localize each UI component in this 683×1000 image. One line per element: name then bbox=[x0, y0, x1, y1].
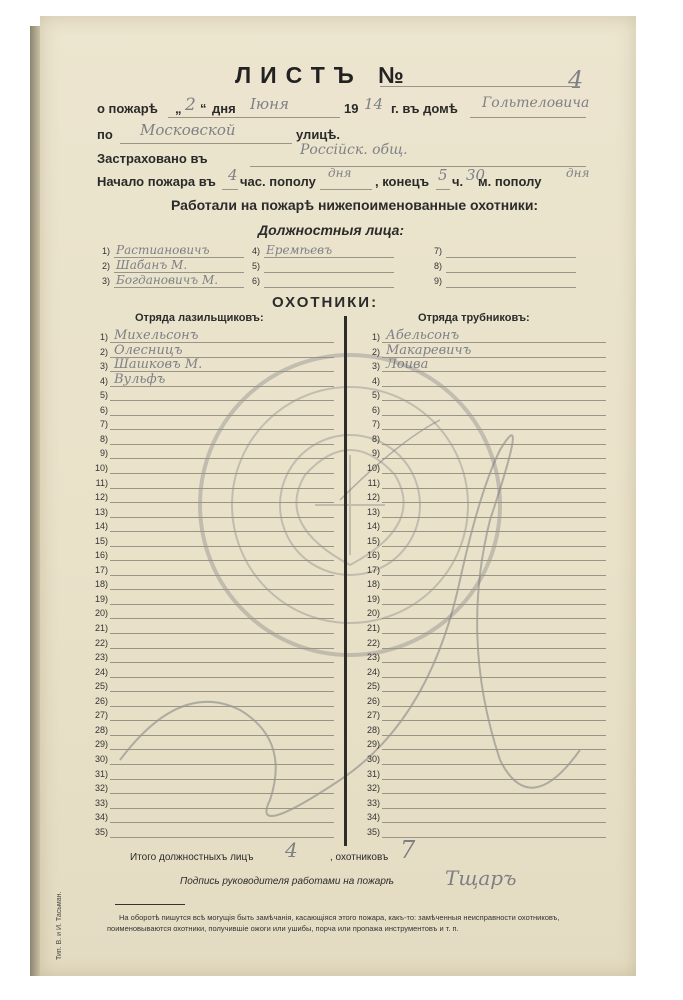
official-number: 4) bbox=[251, 246, 260, 256]
right-hunter-number: 17) bbox=[366, 564, 380, 575]
right-hunter-number: 9) bbox=[371, 448, 380, 459]
officials-title: Должностныя лица: bbox=[258, 222, 405, 238]
right-hunter-number: 35) bbox=[366, 826, 380, 837]
hunters-total-label: , охотниковъ bbox=[330, 852, 389, 863]
officials-count: 4 bbox=[285, 838, 298, 862]
left-hunter-number: 30) bbox=[94, 753, 108, 764]
right-hunter-number: 28) bbox=[366, 724, 380, 735]
end-hour-label: ч. bbox=[452, 174, 464, 189]
left-hunter-number: 16) bbox=[94, 550, 108, 561]
hunters-count: 7 bbox=[400, 836, 416, 864]
left-hunter-number: 22) bbox=[94, 637, 108, 648]
house-owner: Гольтеловича bbox=[482, 95, 590, 111]
left-hunter-number: 7) bbox=[99, 419, 108, 430]
right-hunter-name: Лоива bbox=[386, 357, 429, 373]
right-squad-title: Отряда трубниковъ: bbox=[418, 312, 530, 324]
official-name: Шабанъ М. bbox=[116, 258, 188, 272]
right-hunter-number: 13) bbox=[366, 506, 380, 517]
official-name: Еремѣевъ bbox=[266, 243, 333, 257]
min-label: м. пополу bbox=[478, 174, 542, 189]
hunters-title: ОХОТНИКИ: bbox=[272, 294, 379, 311]
section-title: Работали на пожарѣ нижепоименованные охотники: bbox=[171, 197, 539, 213]
insured-label: Застраховано въ bbox=[97, 151, 208, 166]
left-hunter-number: 13) bbox=[94, 506, 108, 517]
insurer-name: Россійск. общ. bbox=[300, 142, 408, 158]
pencil-scribble bbox=[100, 380, 600, 850]
supervisor-signature: Тщаръ bbox=[445, 866, 517, 890]
right-hunter-number: 31) bbox=[366, 768, 380, 779]
start-hour: 4 bbox=[228, 166, 238, 184]
right-hunter-name: Абельсонъ bbox=[386, 328, 460, 343]
right-hunter-number: 34) bbox=[366, 812, 380, 823]
right-hunter-number: 16) bbox=[366, 550, 380, 561]
official-number: 9) bbox=[433, 276, 442, 286]
left-hunter-number: 10) bbox=[94, 462, 108, 473]
right-hunter-number: 32) bbox=[366, 783, 380, 794]
street-label: улицѣ. bbox=[296, 127, 341, 142]
footer-note: На оборотѣ пишутся всѣ могущія быть замѣчанія, касающіяся этого пожара, какъ-то: замѣченныя неисправности охотниковъ, поименовываются охотники, получившіе ожоги или ушибы, порча или пропажа инструментовъ и т. п. bbox=[107, 913, 560, 933]
end-half: дня bbox=[566, 166, 590, 180]
left-hunter-number: 18) bbox=[94, 579, 108, 590]
right-hunter-number: 14) bbox=[366, 521, 380, 532]
left-hunter-number: 24) bbox=[94, 666, 108, 677]
fire-month: Іюня bbox=[250, 95, 289, 113]
left-hunter-number: 25) bbox=[94, 681, 108, 692]
street-prep: по bbox=[97, 127, 113, 142]
street-name: Московской bbox=[140, 121, 236, 139]
left-hunter-number: 2) bbox=[99, 346, 108, 357]
left-hunter-number: 29) bbox=[94, 739, 108, 750]
house-label: г. въ домѣ bbox=[391, 101, 458, 116]
left-hunter-number: 15) bbox=[94, 535, 108, 546]
left-hunter-number: 8) bbox=[99, 433, 108, 444]
left-hunter-number: 20) bbox=[94, 608, 108, 619]
end-hour: 5 bbox=[438, 166, 448, 184]
year-prefix: 19 bbox=[344, 101, 359, 116]
official-number: 8) bbox=[433, 261, 442, 271]
right-hunter-number: 4) bbox=[371, 375, 380, 386]
left-hunter-number: 17) bbox=[94, 564, 108, 575]
end-label: , конецъ bbox=[375, 174, 430, 189]
right-hunter-number: 19) bbox=[366, 593, 380, 604]
left-hunter-name: Михельсонъ bbox=[114, 328, 199, 343]
left-hunter-number: 19) bbox=[94, 593, 108, 604]
left-hunter-number: 23) bbox=[94, 652, 108, 663]
fire-year: 14 bbox=[364, 95, 384, 113]
start-label: Начало пожара въ bbox=[97, 174, 216, 189]
fire-label: о пожарѣ bbox=[97, 101, 158, 116]
right-hunter-number: 6) bbox=[371, 404, 380, 415]
left-hunter-number: 34) bbox=[94, 812, 108, 823]
left-hunter-name: Шашковъ М. bbox=[114, 357, 203, 373]
left-hunter-number: 35) bbox=[94, 826, 108, 837]
right-hunter-number: 1) bbox=[371, 332, 380, 342]
sheet-number: 4 bbox=[568, 66, 584, 94]
official-number: 6) bbox=[251, 276, 260, 286]
left-hunter-number: 31) bbox=[94, 768, 108, 779]
official-number: 5) bbox=[251, 261, 260, 271]
right-hunter-number: 2) bbox=[371, 346, 380, 357]
left-hunter-number: 28) bbox=[94, 724, 108, 735]
fire-day: 2 bbox=[185, 95, 196, 115]
paper-edge bbox=[30, 26, 40, 976]
left-squad-title: Отряда лазильщиковъ: bbox=[135, 312, 264, 324]
left-hunter-number: 6) bbox=[99, 404, 108, 415]
totals-label: Итого должностныхъ лицъ bbox=[130, 852, 254, 863]
left-hunter-number: 26) bbox=[94, 695, 108, 706]
signature-label: Подпись руководителя работами на пожарѣ bbox=[180, 876, 394, 887]
left-hunter-number: 33) bbox=[94, 797, 108, 808]
left-hunter-number: 12) bbox=[94, 492, 108, 503]
right-hunter-number: 30) bbox=[366, 753, 380, 764]
right-hunter-number: 23) bbox=[366, 652, 380, 663]
sheet-title: ЛИСТЪ № bbox=[235, 62, 413, 88]
left-hunter-name: Вульфъ bbox=[114, 371, 166, 387]
printer-imprint: Тип. В. и И. Тасьман. bbox=[56, 891, 63, 960]
left-hunter-number: 5) bbox=[99, 390, 108, 401]
right-hunter-number: 10) bbox=[366, 462, 380, 473]
column-divider bbox=[344, 316, 347, 846]
right-hunter-number: 5) bbox=[371, 390, 380, 401]
right-hunter-number: 15) bbox=[366, 535, 380, 546]
right-hunter-number: 26) bbox=[366, 695, 380, 706]
right-hunter-number: 3) bbox=[371, 361, 380, 372]
official-number: 1) bbox=[101, 246, 110, 256]
right-hunter-number: 11) bbox=[367, 477, 380, 488]
right-hunter-number: 18) bbox=[366, 579, 380, 590]
right-hunter-name: Макаревичъ bbox=[386, 342, 472, 358]
right-hunter-number: 22) bbox=[366, 637, 380, 648]
title-number-line bbox=[380, 86, 580, 87]
left-hunter-number: 9) bbox=[99, 448, 108, 459]
left-hunter-number: 27) bbox=[94, 710, 108, 721]
official-number: 7) bbox=[433, 246, 442, 256]
left-hunter-number: 3) bbox=[99, 361, 108, 372]
official-number: 2) bbox=[101, 261, 110, 271]
right-hunter-number: 25) bbox=[366, 681, 380, 692]
left-hunter-name: Олесницъ bbox=[114, 342, 183, 358]
right-hunter-number: 12) bbox=[366, 492, 380, 503]
right-hunter-number: 8) bbox=[371, 433, 380, 444]
hour-label: час. пополу bbox=[240, 174, 316, 189]
left-hunter-number: 4) bbox=[99, 375, 108, 386]
official-number: 3) bbox=[101, 276, 110, 286]
left-hunter-number: 11) bbox=[95, 477, 108, 488]
right-hunter-number: 27) bbox=[366, 710, 380, 721]
day-label: дня bbox=[212, 101, 236, 116]
right-hunter-number: 29) bbox=[366, 739, 380, 750]
left-hunter-number: 1) bbox=[99, 332, 108, 342]
right-hunter-number: 33) bbox=[366, 797, 380, 808]
start-half: дня bbox=[328, 166, 352, 180]
right-hunter-number: 20) bbox=[366, 608, 380, 619]
official-name: Растиановичъ bbox=[116, 243, 210, 257]
left-hunter-number: 32) bbox=[94, 783, 108, 794]
right-hunter-number: 24) bbox=[366, 666, 380, 677]
right-hunter-number: 7) bbox=[371, 419, 380, 430]
left-hunter-number: 21) bbox=[94, 623, 108, 633]
right-hunter-number: 21) bbox=[366, 623, 380, 633]
left-hunter-number: 14) bbox=[94, 521, 108, 532]
official-name: Богдановичъ М. bbox=[116, 273, 219, 287]
end-min: 30 bbox=[466, 166, 486, 184]
